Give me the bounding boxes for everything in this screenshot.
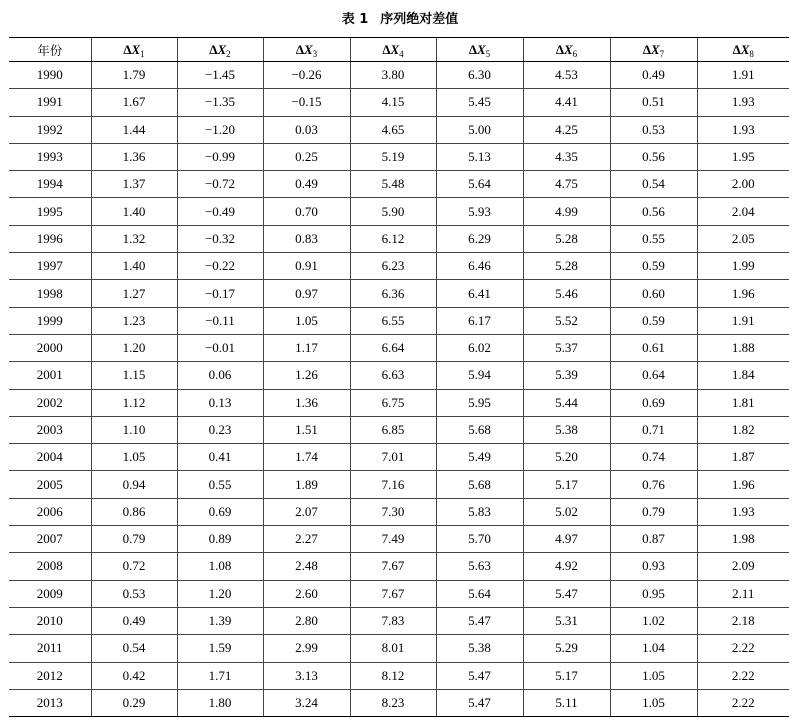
value-cell: 0.87 (610, 526, 697, 553)
value-cell: 7.49 (350, 526, 436, 553)
table-caption (0, 12, 800, 28)
value-cell: 2.05 (697, 225, 789, 252)
column-header-dx4: $\Delta X_4$ (350, 38, 436, 62)
value-cell: 0.29 (91, 689, 177, 716)
value-cell: 4.53 (523, 62, 610, 89)
value-cell: −0.11 (177, 307, 263, 334)
value-cell: 4.15 (350, 89, 436, 116)
value-cell: −0.49 (177, 198, 263, 225)
value-cell: 0.49 (610, 62, 697, 89)
value-cell: 4.99 (523, 198, 610, 225)
value-cell: 5.37 (523, 334, 610, 361)
value-cell: 5.38 (523, 416, 610, 443)
year-cell: 2004 (9, 444, 91, 471)
value-cell: 1.08 (177, 553, 263, 580)
year-cell: 2008 (9, 553, 91, 580)
value-cell: 5.83 (436, 498, 523, 525)
value-cell: 5.90 (350, 198, 436, 225)
value-cell: 0.55 (177, 471, 263, 498)
value-cell: 1.91 (697, 62, 789, 89)
value-cell: 4.65 (350, 116, 436, 143)
value-cell: 0.60 (610, 280, 697, 307)
value-cell: 1.27 (91, 280, 177, 307)
value-cell: 0.95 (610, 580, 697, 607)
value-cell: 0.71 (610, 416, 697, 443)
table-row (9, 307, 789, 334)
value-cell: 0.93 (610, 553, 697, 580)
value-cell: 5.31 (523, 607, 610, 634)
column-header-dx2: $\Delta X_2$ (177, 38, 263, 62)
value-cell: 0.25 (263, 143, 350, 170)
value-cell: 6.64 (350, 334, 436, 361)
value-cell: 0.42 (91, 662, 177, 689)
table-row (9, 444, 789, 471)
value-cell: 1.99 (697, 253, 789, 280)
value-cell: 1.26 (263, 362, 350, 389)
value-cell: 5.13 (436, 143, 523, 170)
year-cell: 2003 (9, 416, 91, 443)
table-row (9, 689, 789, 716)
value-cell: 1.17 (263, 334, 350, 361)
value-cell: 1.87 (697, 444, 789, 471)
year-cell: 1999 (9, 307, 91, 334)
value-cell: 5.11 (523, 689, 610, 716)
year-cell: 1990 (9, 62, 91, 89)
table-row (9, 89, 789, 116)
value-cell: 1.20 (177, 580, 263, 607)
value-cell: 4.92 (523, 553, 610, 580)
value-cell: 1.89 (263, 471, 350, 498)
value-cell: 2.60 (263, 580, 350, 607)
value-cell: 1.20 (91, 334, 177, 361)
value-cell: 1.80 (177, 689, 263, 716)
column-header-year: 年份 (9, 38, 91, 62)
value-cell: 1.02 (610, 607, 697, 634)
column-header-dx5: $\Delta X_5$ (436, 38, 523, 62)
value-cell: 5.70 (436, 526, 523, 553)
table-row (9, 416, 789, 443)
value-cell: 5.47 (523, 580, 610, 607)
value-cell: 1.05 (610, 662, 697, 689)
value-cell: 1.81 (697, 389, 789, 416)
value-cell: 0.54 (610, 171, 697, 198)
value-cell: 3.80 (350, 62, 436, 89)
value-cell: 2.00 (697, 171, 789, 198)
value-cell: 0.23 (177, 416, 263, 443)
value-cell: 0.79 (610, 498, 697, 525)
value-cell: 5.17 (523, 662, 610, 689)
value-cell: 0.55 (610, 225, 697, 252)
value-cell: 5.68 (436, 471, 523, 498)
value-cell: 0.03 (263, 116, 350, 143)
value-cell: −0.22 (177, 253, 263, 280)
value-cell: 5.63 (436, 553, 523, 580)
value-cell: 5.45 (436, 89, 523, 116)
value-cell: 5.20 (523, 444, 610, 471)
value-cell: 4.25 (523, 116, 610, 143)
value-cell: 5.29 (523, 635, 610, 662)
value-cell: 1.15 (91, 362, 177, 389)
value-cell: 5.94 (436, 362, 523, 389)
value-cell: 5.47 (436, 607, 523, 634)
value-cell: 2.22 (697, 635, 789, 662)
table-number: 表 1 (341, 12, 369, 27)
table-row (9, 553, 789, 580)
value-cell: 6.12 (350, 225, 436, 252)
value-cell: 0.72 (91, 553, 177, 580)
value-cell: 0.86 (91, 498, 177, 525)
value-cell: 5.02 (523, 498, 610, 525)
value-cell: 0.54 (91, 635, 177, 662)
column-header-dx7: $\Delta X_7$ (610, 38, 697, 62)
table-row (9, 334, 789, 361)
value-cell: 1.93 (697, 498, 789, 525)
value-cell: 0.13 (177, 389, 263, 416)
value-cell: 1.91 (697, 307, 789, 334)
table-title: 序列绝对差值 (380, 12, 459, 27)
value-cell: 2.11 (697, 580, 789, 607)
value-cell: 0.49 (263, 171, 350, 198)
value-cell: −0.72 (177, 171, 263, 198)
table-row (9, 253, 789, 280)
value-cell: 1.23 (91, 307, 177, 334)
year-cell: 2005 (9, 471, 91, 498)
value-cell: −0.26 (263, 62, 350, 89)
table-row (9, 498, 789, 525)
value-cell: 1.93 (697, 116, 789, 143)
value-cell: 1.96 (697, 471, 789, 498)
table-body (9, 62, 789, 717)
value-cell: 7.30 (350, 498, 436, 525)
table-row (9, 580, 789, 607)
value-cell: 1.40 (91, 253, 177, 280)
table-row (9, 143, 789, 170)
value-cell: 1.93 (697, 89, 789, 116)
value-cell: 1.44 (91, 116, 177, 143)
value-cell: 5.28 (523, 253, 610, 280)
value-cell: 1.88 (697, 334, 789, 361)
value-cell: 0.59 (610, 307, 697, 334)
table-row (9, 225, 789, 252)
value-cell: 4.41 (523, 89, 610, 116)
value-cell: 2.22 (697, 689, 789, 716)
value-cell: 2.04 (697, 198, 789, 225)
year-cell: 1992 (9, 116, 91, 143)
column-header-dx1: $\Delta X_1$ (91, 38, 177, 62)
table-row (9, 526, 789, 553)
value-cell: 5.49 (436, 444, 523, 471)
value-cell: 5.44 (523, 389, 610, 416)
value-cell: 0.64 (610, 362, 697, 389)
value-cell: 0.53 (610, 116, 697, 143)
value-cell: 0.70 (263, 198, 350, 225)
value-cell: 0.91 (263, 253, 350, 280)
table-row (9, 62, 789, 89)
value-cell: 5.52 (523, 307, 610, 334)
table-header-row (9, 38, 789, 62)
value-cell: 6.30 (436, 62, 523, 89)
value-cell: −1.20 (177, 116, 263, 143)
value-cell: 0.69 (177, 498, 263, 525)
value-cell: 5.48 (350, 171, 436, 198)
value-cell: 1.32 (91, 225, 177, 252)
value-cell: 1.39 (177, 607, 263, 634)
value-cell: 1.12 (91, 389, 177, 416)
value-cell: 1.40 (91, 198, 177, 225)
value-cell: 5.17 (523, 471, 610, 498)
value-cell: 6.46 (436, 253, 523, 280)
table-row (9, 662, 789, 689)
value-cell: 1.37 (91, 171, 177, 198)
value-cell: 1.74 (263, 444, 350, 471)
value-cell: 0.79 (91, 526, 177, 553)
value-cell: −0.15 (263, 89, 350, 116)
value-cell: 6.55 (350, 307, 436, 334)
table-row (9, 362, 789, 389)
table-row (9, 607, 789, 634)
value-cell: 0.41 (177, 444, 263, 471)
value-cell: 1.05 (91, 444, 177, 471)
value-cell: 0.56 (610, 143, 697, 170)
value-cell: 0.94 (91, 471, 177, 498)
year-cell: 1997 (9, 253, 91, 280)
value-cell: 7.67 (350, 553, 436, 580)
table-row (9, 280, 789, 307)
year-cell: 2013 (9, 689, 91, 716)
year-cell: 2006 (9, 498, 91, 525)
table-row (9, 116, 789, 143)
value-cell: 6.63 (350, 362, 436, 389)
value-cell: 0.49 (91, 607, 177, 634)
value-cell: 1.51 (263, 416, 350, 443)
value-cell: 5.28 (523, 225, 610, 252)
column-header-dx6: $\Delta X_6$ (523, 38, 610, 62)
value-cell: 2.07 (263, 498, 350, 525)
value-cell: −1.45 (177, 62, 263, 89)
value-cell: 0.61 (610, 334, 697, 361)
table-row (9, 389, 789, 416)
value-cell: −0.01 (177, 334, 263, 361)
value-cell: 0.51 (610, 89, 697, 116)
value-cell: 1.67 (91, 89, 177, 116)
value-cell: 6.17 (436, 307, 523, 334)
year-cell: 2012 (9, 662, 91, 689)
year-cell: 2002 (9, 389, 91, 416)
value-cell: 0.97 (263, 280, 350, 307)
value-cell: 0.74 (610, 444, 697, 471)
value-cell: 1.95 (697, 143, 789, 170)
table-row (9, 171, 789, 198)
value-cell: 3.24 (263, 689, 350, 716)
value-cell: 3.13 (263, 662, 350, 689)
value-cell: 6.02 (436, 334, 523, 361)
year-cell: 2001 (9, 362, 91, 389)
table-row (9, 198, 789, 225)
column-header-dx8: $\Delta X_8$ (697, 38, 789, 62)
value-cell: 6.29 (436, 225, 523, 252)
value-cell: 1.05 (263, 307, 350, 334)
value-cell: 0.89 (177, 526, 263, 553)
value-cell: 6.41 (436, 280, 523, 307)
value-cell: 8.01 (350, 635, 436, 662)
value-cell: 1.79 (91, 62, 177, 89)
table-row (9, 471, 789, 498)
value-cell: 1.82 (697, 416, 789, 443)
value-cell: 4.75 (523, 171, 610, 198)
value-cell: 5.00 (436, 116, 523, 143)
value-cell: 1.98 (697, 526, 789, 553)
value-cell: −0.32 (177, 225, 263, 252)
value-cell: −1.35 (177, 89, 263, 116)
year-cell: 2010 (9, 607, 91, 634)
value-cell: 0.69 (610, 389, 697, 416)
value-cell: 1.84 (697, 362, 789, 389)
value-cell: 5.46 (523, 280, 610, 307)
value-cell: 5.47 (436, 662, 523, 689)
value-cell: 5.19 (350, 143, 436, 170)
value-cell: 2.99 (263, 635, 350, 662)
value-cell: 0.06 (177, 362, 263, 389)
year-cell: 1995 (9, 198, 91, 225)
value-cell: 2.27 (263, 526, 350, 553)
year-cell: 1994 (9, 171, 91, 198)
value-cell: 1.36 (263, 389, 350, 416)
value-cell: 6.75 (350, 389, 436, 416)
value-cell: 5.68 (436, 416, 523, 443)
year-cell: 1993 (9, 143, 91, 170)
value-cell: 1.96 (697, 280, 789, 307)
value-cell: 5.39 (523, 362, 610, 389)
value-cell: 0.56 (610, 198, 697, 225)
value-cell: 2.22 (697, 662, 789, 689)
value-cell: 0.83 (263, 225, 350, 252)
value-cell: 8.12 (350, 662, 436, 689)
value-cell: 4.97 (523, 526, 610, 553)
value-cell: 5.64 (436, 580, 523, 607)
value-cell: 0.76 (610, 471, 697, 498)
value-cell: 5.93 (436, 198, 523, 225)
year-cell: 1996 (9, 225, 91, 252)
value-cell: 1.71 (177, 662, 263, 689)
value-cell: 7.83 (350, 607, 436, 634)
value-cell: 5.47 (436, 689, 523, 716)
year-cell: 2000 (9, 334, 91, 361)
year-cell: 2009 (9, 580, 91, 607)
value-cell: 5.95 (436, 389, 523, 416)
column-header-dx3: $\Delta X_3$ (263, 38, 350, 62)
value-cell: 1.04 (610, 635, 697, 662)
value-cell: 2.18 (697, 607, 789, 634)
value-cell: 0.59 (610, 253, 697, 280)
value-cell: 5.38 (436, 635, 523, 662)
value-cell: 6.23 (350, 253, 436, 280)
year-cell: 2007 (9, 526, 91, 553)
value-cell: 2.09 (697, 553, 789, 580)
value-cell: 1.59 (177, 635, 263, 662)
value-cell: 7.67 (350, 580, 436, 607)
value-cell: 6.85 (350, 416, 436, 443)
value-cell: 8.23 (350, 689, 436, 716)
value-cell: 5.64 (436, 171, 523, 198)
value-cell: 6.36 (350, 280, 436, 307)
table-row (9, 635, 789, 662)
year-cell: 1998 (9, 280, 91, 307)
value-cell: 1.10 (91, 416, 177, 443)
absolute-difference-table (9, 37, 789, 717)
year-cell: 1991 (9, 89, 91, 116)
value-cell: −0.99 (177, 143, 263, 170)
value-cell: 0.53 (91, 580, 177, 607)
year-cell: 2011 (9, 635, 91, 662)
value-cell: 2.48 (263, 553, 350, 580)
value-cell: 1.36 (91, 143, 177, 170)
value-cell: 4.35 (523, 143, 610, 170)
value-cell: 2.80 (263, 607, 350, 634)
value-cell: −0.17 (177, 280, 263, 307)
value-cell: 7.16 (350, 471, 436, 498)
value-cell: 1.05 (610, 689, 697, 716)
value-cell: 7.01 (350, 444, 436, 471)
